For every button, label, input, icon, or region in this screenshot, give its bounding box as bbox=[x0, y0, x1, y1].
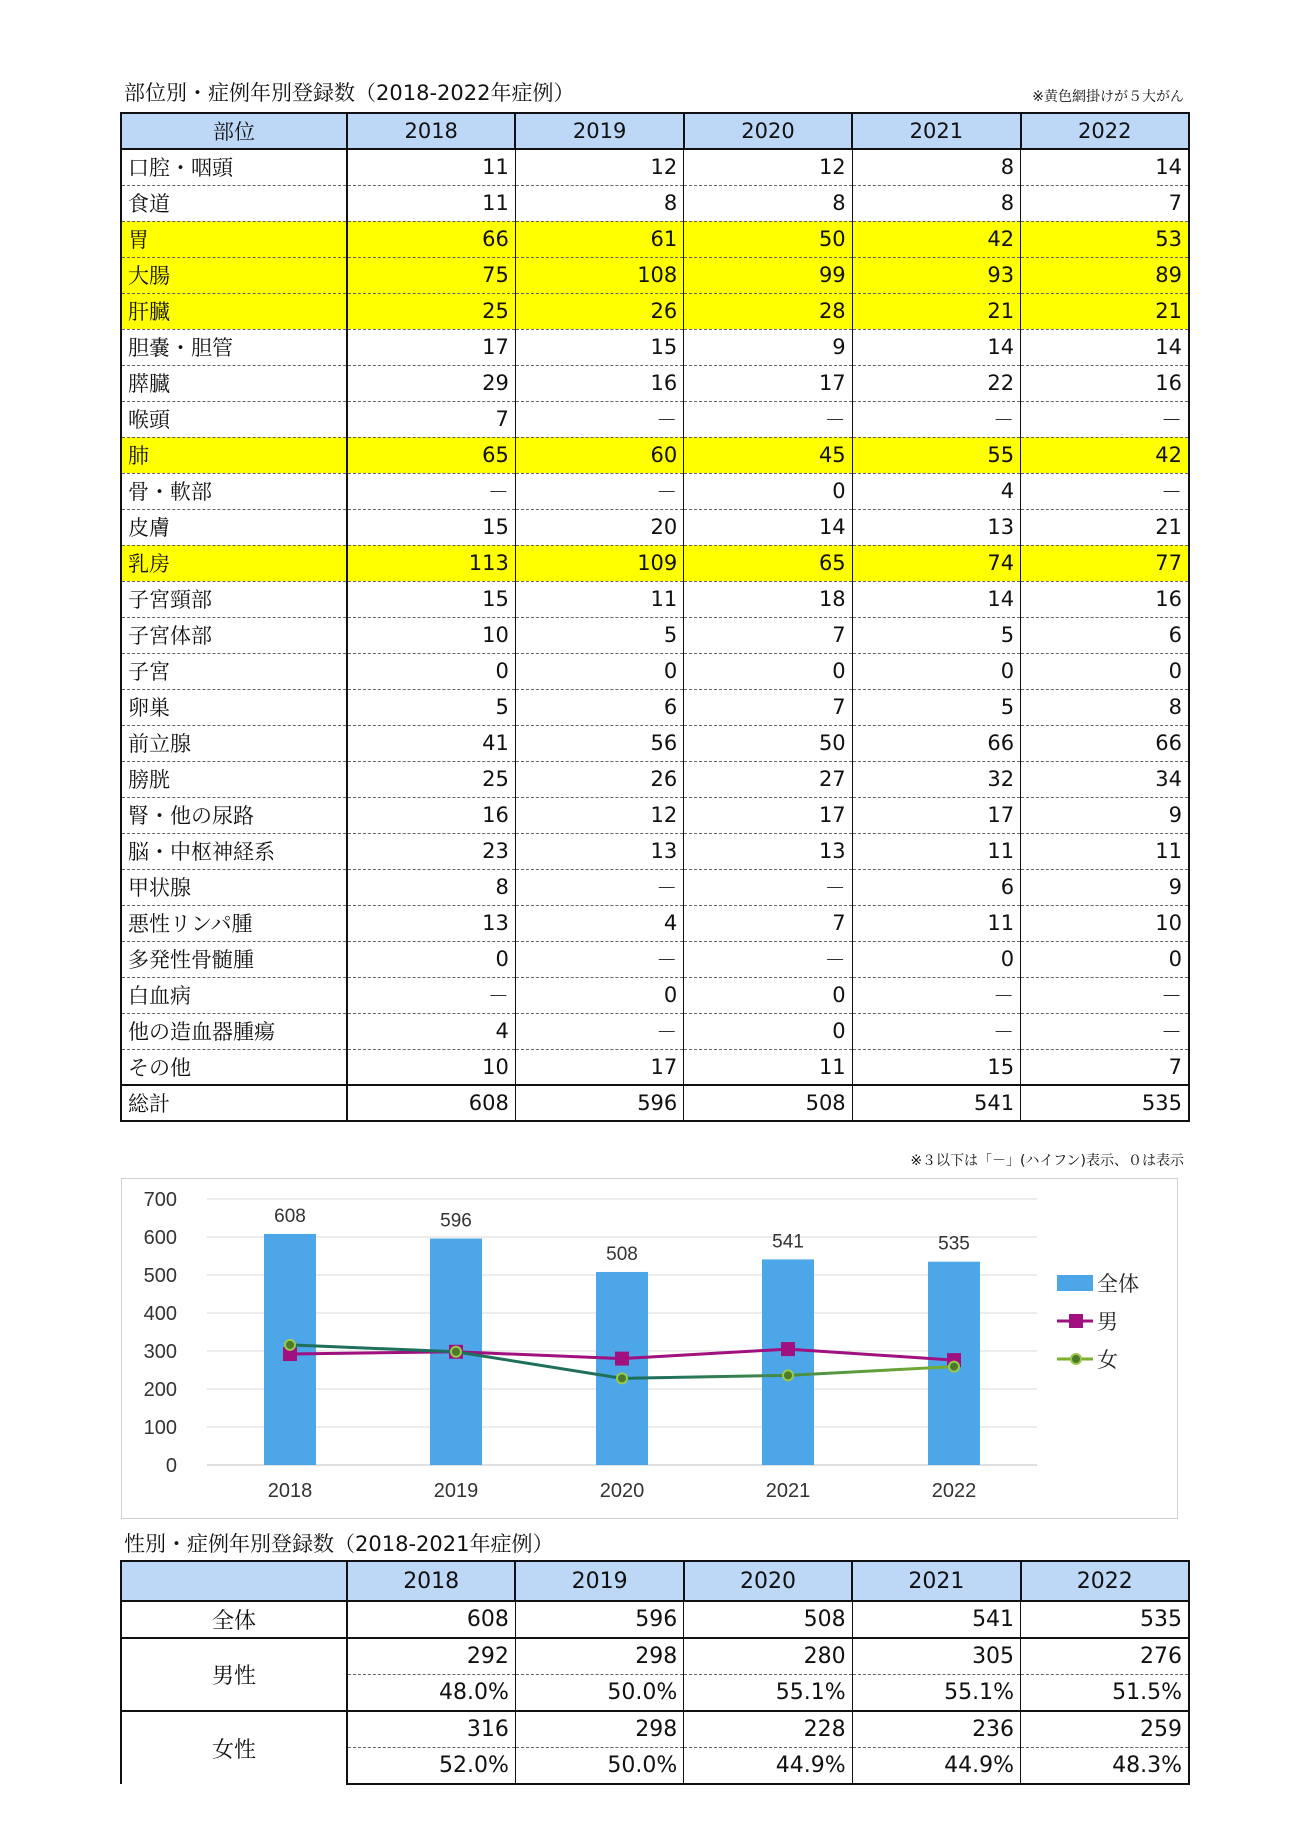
site-table bbox=[120, 112, 1190, 1122]
cell-value: 17 bbox=[852, 797, 1020, 833]
cell-value: 14 bbox=[684, 509, 852, 545]
cell-value: 53 bbox=[1021, 221, 1189, 257]
site-label: 卵巣 bbox=[121, 689, 347, 725]
sex-table bbox=[120, 1560, 1190, 1785]
cell-value: 21 bbox=[852, 293, 1020, 329]
y-tick-label: 400 bbox=[143, 1303, 177, 1325]
cell-value: 55 bbox=[852, 437, 1020, 473]
site-row bbox=[121, 905, 1189, 941]
row-all bbox=[121, 1601, 1189, 1638]
x-tick-label: 2022 bbox=[931, 1480, 977, 1502]
cell-value: － bbox=[347, 473, 515, 509]
cell-pct: 52.0% bbox=[347, 1748, 515, 1785]
cell-value: － bbox=[852, 1013, 1020, 1049]
legend-marker-male bbox=[1069, 1314, 1083, 1328]
header-year: 2020 bbox=[684, 1561, 852, 1601]
cell-value: 17 bbox=[684, 797, 852, 833]
cell-value: 66 bbox=[852, 725, 1020, 761]
cell-value: 50 bbox=[684, 725, 852, 761]
cell-value: － bbox=[852, 401, 1020, 437]
cell-value: 292 bbox=[347, 1638, 515, 1675]
cell-value: 11 bbox=[852, 833, 1020, 869]
cell-value: － bbox=[684, 941, 852, 977]
y-tick-label: 0 bbox=[165, 1455, 177, 1477]
cell-value: 0 bbox=[684, 653, 852, 689]
cell-value: 21 bbox=[1021, 293, 1189, 329]
site-label: 脳・中枢神経系 bbox=[121, 833, 347, 869]
cell-value: － bbox=[515, 401, 683, 437]
cell-pct: 55.1% bbox=[852, 1675, 1020, 1712]
cell-value: 42 bbox=[852, 221, 1020, 257]
site-label: 皮膚 bbox=[121, 509, 347, 545]
site-row bbox=[121, 221, 1189, 257]
cell-value: 26 bbox=[515, 761, 683, 797]
cell-value: 10 bbox=[347, 617, 515, 653]
cell-value: 32 bbox=[852, 761, 1020, 797]
female-series-point bbox=[285, 1340, 295, 1350]
cell-pct: 51.5% bbox=[1021, 1675, 1189, 1712]
header-year: 2019 bbox=[515, 1561, 683, 1601]
cell-value: － bbox=[852, 977, 1020, 1013]
cell-value: 535 bbox=[1021, 1085, 1189, 1121]
x-tick-label: 2018 bbox=[267, 1480, 313, 1502]
cell-value: 25 bbox=[347, 293, 515, 329]
site-row bbox=[121, 977, 1189, 1013]
cell-value: 0 bbox=[1021, 653, 1189, 689]
cell-value: 228 bbox=[684, 1711, 852, 1748]
legend-swatch-all bbox=[1057, 1275, 1093, 1291]
cell-value: － bbox=[1021, 977, 1189, 1013]
header-year: 2021 bbox=[852, 113, 1020, 149]
highlight-note: ※黄色網掛けが５大がん bbox=[1032, 89, 1184, 105]
cell-value: 15 bbox=[347, 509, 515, 545]
cell-value: 0 bbox=[515, 653, 683, 689]
site-row bbox=[121, 257, 1189, 293]
cell-value: 596 bbox=[515, 1601, 683, 1638]
cell-value: 11 bbox=[347, 149, 515, 185]
cell-value: 13 bbox=[684, 833, 852, 869]
cell-value: 508 bbox=[684, 1085, 852, 1121]
x-tick-label: 2019 bbox=[433, 1480, 479, 1502]
cell-value: 74 bbox=[852, 545, 1020, 581]
sex-table-title: 性別・症例年別登録数（2018-2021年症例） bbox=[124, 1532, 554, 1556]
cell-value: 5 bbox=[515, 617, 683, 653]
cell-value: 61 bbox=[515, 221, 683, 257]
cell-value: 12 bbox=[515, 797, 683, 833]
cell-value: 259 bbox=[1021, 1711, 1189, 1748]
cell-value: 298 bbox=[515, 1638, 683, 1675]
cell-value: 15 bbox=[515, 329, 683, 365]
cell-pct: 50.0% bbox=[515, 1675, 683, 1712]
cell-value: 11 bbox=[515, 581, 683, 617]
cell-value: 608 bbox=[347, 1085, 515, 1121]
male-series-point bbox=[781, 1342, 795, 1356]
site-label: 胆嚢・胆管 bbox=[121, 329, 347, 365]
site-row bbox=[121, 401, 1189, 437]
cell-value: － bbox=[515, 1013, 683, 1049]
cell-value: 13 bbox=[852, 509, 1020, 545]
site-row bbox=[121, 293, 1189, 329]
cell-value: 0 bbox=[347, 941, 515, 977]
cell-value: － bbox=[347, 977, 515, 1013]
cell-value: 66 bbox=[347, 221, 515, 257]
row-label: 女性 bbox=[121, 1711, 347, 1784]
cell-value: 18 bbox=[684, 581, 852, 617]
cell-value: 7 bbox=[684, 689, 852, 725]
cell-value: 99 bbox=[684, 257, 852, 293]
site-label: 他の造血器腫瘍 bbox=[121, 1013, 347, 1049]
cell-value: 65 bbox=[684, 545, 852, 581]
legend-marker-female bbox=[1071, 1354, 1081, 1364]
cell-value: 0 bbox=[347, 653, 515, 689]
cell-value: 0 bbox=[684, 977, 852, 1013]
y-tick-label: 500 bbox=[143, 1265, 177, 1287]
bar-data-label: 535 bbox=[938, 1233, 970, 1255]
cell-value: 5 bbox=[852, 617, 1020, 653]
site-label: 多発性骨髄腫 bbox=[121, 941, 347, 977]
cell-value: － bbox=[515, 869, 683, 905]
cell-value: 17 bbox=[515, 1049, 683, 1085]
cell-value: 0 bbox=[515, 977, 683, 1013]
cell-value: 10 bbox=[347, 1049, 515, 1085]
site-row bbox=[121, 329, 1189, 365]
cell-value: － bbox=[515, 473, 683, 509]
cell-value: 109 bbox=[515, 545, 683, 581]
cell-value: 11 bbox=[1021, 833, 1189, 869]
female-series-point bbox=[783, 1370, 793, 1380]
cell-value: 16 bbox=[347, 797, 515, 833]
cell-value: 5 bbox=[852, 689, 1020, 725]
site-label: 前立腺 bbox=[121, 725, 347, 761]
cell-value: 5 bbox=[347, 689, 515, 725]
cell-value: － bbox=[684, 401, 852, 437]
cell-value: 14 bbox=[852, 329, 1020, 365]
site-label: 胃 bbox=[121, 221, 347, 257]
cell-value: 0 bbox=[1021, 941, 1189, 977]
site-row bbox=[121, 869, 1189, 905]
cell-value: 16 bbox=[1021, 365, 1189, 401]
bar-data-label: 508 bbox=[606, 1243, 638, 1265]
header-site: 部位 bbox=[121, 113, 347, 149]
cell-value: 29 bbox=[347, 365, 515, 401]
site-label: 大腸 bbox=[121, 257, 347, 293]
bar-data-label: 608 bbox=[274, 1205, 306, 1227]
site-row bbox=[121, 761, 1189, 797]
cell-value: 13 bbox=[515, 833, 683, 869]
cell-value: 65 bbox=[347, 437, 515, 473]
cell-value: 21 bbox=[1021, 509, 1189, 545]
site-label: 肝臓 bbox=[121, 293, 347, 329]
cell-value: 8 bbox=[852, 149, 1020, 185]
cell-value: 6 bbox=[1021, 617, 1189, 653]
y-tick-label: 200 bbox=[143, 1379, 177, 1401]
legend-label: 女 bbox=[1097, 1348, 1118, 1372]
cell-value: 7 bbox=[684, 905, 852, 941]
female-series-point bbox=[451, 1347, 461, 1357]
cell-value: 535 bbox=[1021, 1601, 1189, 1638]
site-label: 乳房 bbox=[121, 545, 347, 581]
site-row bbox=[121, 1049, 1189, 1085]
cell-value: 26 bbox=[515, 293, 683, 329]
cell-value: 16 bbox=[1021, 581, 1189, 617]
site-label: 食道 bbox=[121, 185, 347, 221]
cell-value: 22 bbox=[852, 365, 1020, 401]
header-year: 2021 bbox=[852, 1561, 1020, 1601]
female-series-point bbox=[617, 1373, 627, 1383]
cell-value: 45 bbox=[684, 437, 852, 473]
cell-value: 4 bbox=[515, 905, 683, 941]
site-label: 総計 bbox=[121, 1085, 347, 1121]
cell-pct: 44.9% bbox=[684, 1748, 852, 1785]
cell-pct: 48.3% bbox=[1021, 1748, 1189, 1785]
male-series-point bbox=[615, 1352, 629, 1366]
y-tick-label: 300 bbox=[143, 1341, 177, 1363]
row-label: 男性 bbox=[121, 1638, 347, 1711]
legend-label: 全体 bbox=[1097, 1272, 1139, 1296]
site-row bbox=[121, 581, 1189, 617]
site-row bbox=[121, 725, 1189, 761]
cell-value: 608 bbox=[347, 1601, 515, 1638]
cell-pct: 50.0% bbox=[515, 1748, 683, 1785]
cell-value: 7 bbox=[1021, 1049, 1189, 1085]
cell-value: 508 bbox=[684, 1601, 852, 1638]
cell-value: 60 bbox=[515, 437, 683, 473]
site-label: 子宮 bbox=[121, 653, 347, 689]
legend-label: 男 bbox=[1097, 1310, 1118, 1334]
total-row bbox=[121, 1085, 1189, 1121]
cell-value: 6 bbox=[515, 689, 683, 725]
cell-value: 8 bbox=[515, 185, 683, 221]
hyphen-note: ※３以下は「－」(ハイフン)表示、０は表示 bbox=[910, 1153, 1184, 1169]
site-label: 悪性リンパ腫 bbox=[121, 905, 347, 941]
site-row bbox=[121, 149, 1189, 185]
cell-value: 12 bbox=[515, 149, 683, 185]
cell-value: 236 bbox=[852, 1711, 1020, 1748]
site-label: 子宮体部 bbox=[121, 617, 347, 653]
site-row bbox=[121, 545, 1189, 581]
cell-value: － bbox=[1021, 401, 1189, 437]
x-tick-label: 2020 bbox=[599, 1480, 645, 1502]
site-label: 骨・軟部 bbox=[121, 473, 347, 509]
bar bbox=[762, 1259, 814, 1465]
cell-value: 20 bbox=[515, 509, 683, 545]
cell-value: 9 bbox=[1021, 797, 1189, 833]
cell-value: 25 bbox=[347, 761, 515, 797]
site-row bbox=[121, 941, 1189, 977]
cell-value: 75 bbox=[347, 257, 515, 293]
site-row bbox=[121, 509, 1189, 545]
cell-value: 11 bbox=[684, 1049, 852, 1085]
header-blank bbox=[121, 1561, 347, 1601]
cell-value: 316 bbox=[347, 1711, 515, 1748]
cell-value: 12 bbox=[684, 149, 852, 185]
cell-value: 11 bbox=[852, 905, 1020, 941]
cell-value: 7 bbox=[684, 617, 852, 653]
site-row bbox=[121, 1013, 1189, 1049]
cell-value: 8 bbox=[1021, 689, 1189, 725]
site-label: 口腔・咽頭 bbox=[121, 149, 347, 185]
cell-value: 8 bbox=[852, 185, 1020, 221]
y-tick-label: 100 bbox=[143, 1417, 177, 1439]
site-label: 膀胱 bbox=[121, 761, 347, 797]
cell-value: － bbox=[684, 869, 852, 905]
cell-value: 50 bbox=[684, 221, 852, 257]
header-year: 2022 bbox=[1021, 113, 1189, 149]
cell-value: 13 bbox=[347, 905, 515, 941]
cell-value: 14 bbox=[1021, 329, 1189, 365]
bar-data-label: 596 bbox=[440, 1210, 472, 1232]
row-label: 全体 bbox=[121, 1601, 347, 1638]
cell-value: 14 bbox=[852, 581, 1020, 617]
site-label: 甲状腺 bbox=[121, 869, 347, 905]
cell-value: 596 bbox=[515, 1085, 683, 1121]
cell-value: 541 bbox=[852, 1601, 1020, 1638]
site-row bbox=[121, 365, 1189, 401]
cell-value: 15 bbox=[347, 581, 515, 617]
cell-value: 305 bbox=[852, 1638, 1020, 1675]
cell-value: 17 bbox=[684, 365, 852, 401]
bar bbox=[596, 1272, 648, 1465]
site-row bbox=[121, 833, 1189, 869]
site-label: 子宮頸部 bbox=[121, 581, 347, 617]
cell-value: 113 bbox=[347, 545, 515, 581]
header-year: 2022 bbox=[1021, 1561, 1189, 1601]
cell-value: 42 bbox=[1021, 437, 1189, 473]
cell-value: 77 bbox=[1021, 545, 1189, 581]
cell-value: 41 bbox=[347, 725, 515, 761]
header-year: 2018 bbox=[347, 113, 515, 149]
registration-chart bbox=[121, 1178, 1178, 1519]
y-tick-label: 600 bbox=[143, 1227, 177, 1249]
site-row bbox=[121, 689, 1189, 725]
cell-value: 0 bbox=[852, 941, 1020, 977]
cell-value: 10 bbox=[1021, 905, 1189, 941]
page-title: 部位別・症例年別登録数（2018-2022年症例） bbox=[124, 81, 575, 105]
cell-value: 11 bbox=[347, 185, 515, 221]
cell-value: 0 bbox=[684, 1013, 852, 1049]
site-row bbox=[121, 473, 1189, 509]
site-row bbox=[121, 653, 1189, 689]
cell-value: 17 bbox=[347, 329, 515, 365]
cell-value: 108 bbox=[515, 257, 683, 293]
cell-value: 27 bbox=[684, 761, 852, 797]
site-label: 膵臓 bbox=[121, 365, 347, 401]
cell-value: － bbox=[1021, 1013, 1189, 1049]
cell-value: 0 bbox=[852, 653, 1020, 689]
cell-value: 8 bbox=[347, 869, 515, 905]
header-year: 2018 bbox=[347, 1561, 515, 1601]
y-tick-label: 700 bbox=[143, 1189, 177, 1211]
site-label: 喉頭 bbox=[121, 401, 347, 437]
cell-value: 89 bbox=[1021, 257, 1189, 293]
cell-value: 56 bbox=[515, 725, 683, 761]
cell-value: 9 bbox=[684, 329, 852, 365]
cell-value: 9 bbox=[1021, 869, 1189, 905]
cell-value: 14 bbox=[1021, 149, 1189, 185]
sex-table-header bbox=[121, 1561, 1189, 1601]
cell-value: 280 bbox=[684, 1638, 852, 1675]
row-male-count bbox=[121, 1638, 1189, 1675]
row-female-count bbox=[121, 1711, 1189, 1748]
chart-svg bbox=[122, 1179, 1177, 1518]
site-label: 白血病 bbox=[121, 977, 347, 1013]
header-year: 2020 bbox=[684, 113, 852, 149]
site-table-header bbox=[121, 113, 1189, 149]
cell-value: － bbox=[515, 941, 683, 977]
cell-value: 7 bbox=[347, 401, 515, 437]
cell-value: 0 bbox=[684, 473, 852, 509]
cell-value: 66 bbox=[1021, 725, 1189, 761]
cell-value: 16 bbox=[515, 365, 683, 401]
cell-value: 23 bbox=[347, 833, 515, 869]
x-tick-label: 2021 bbox=[765, 1480, 811, 1502]
bar-data-label: 541 bbox=[772, 1231, 804, 1253]
site-label: その他 bbox=[121, 1049, 347, 1085]
cell-value: 298 bbox=[515, 1711, 683, 1748]
header-year: 2019 bbox=[515, 113, 683, 149]
cell-value: 4 bbox=[852, 473, 1020, 509]
site-row bbox=[121, 437, 1189, 473]
cell-pct: 44.9% bbox=[852, 1748, 1020, 1785]
cell-value: 6 bbox=[852, 869, 1020, 905]
cell-pct: 55.1% bbox=[684, 1675, 852, 1712]
site-row bbox=[121, 797, 1189, 833]
cell-value: 7 bbox=[1021, 185, 1189, 221]
site-row bbox=[121, 185, 1189, 221]
site-label: 腎・他の尿路 bbox=[121, 797, 347, 833]
female-series-point bbox=[949, 1362, 959, 1372]
cell-value: 34 bbox=[1021, 761, 1189, 797]
cell-value: 28 bbox=[684, 293, 852, 329]
cell-value: 276 bbox=[1021, 1638, 1189, 1675]
cell-pct: 48.0% bbox=[347, 1675, 515, 1712]
cell-value: 93 bbox=[852, 257, 1020, 293]
cell-value: 4 bbox=[347, 1013, 515, 1049]
cell-value: 8 bbox=[684, 185, 852, 221]
cell-value: － bbox=[1021, 473, 1189, 509]
site-row bbox=[121, 617, 1189, 653]
cell-value: 15 bbox=[852, 1049, 1020, 1085]
site-label: 肺 bbox=[121, 437, 347, 473]
cell-value: 541 bbox=[852, 1085, 1020, 1121]
